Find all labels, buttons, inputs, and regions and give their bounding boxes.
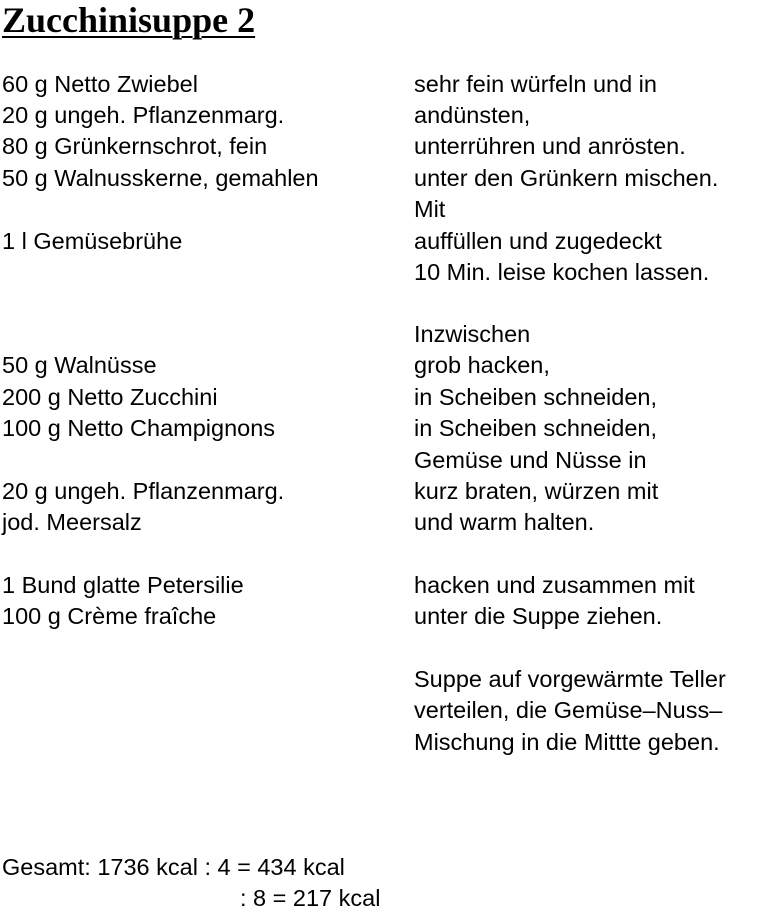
recipe-title: Zucchinisuppe 2	[2, 0, 256, 40]
ingredient-line: 50 g Walnusskerne, gemahlen	[2, 165, 319, 191]
ingredient-line: 1 l Gemüsebrühe	[2, 228, 183, 254]
instruction-line: Inzwischen	[414, 321, 531, 347]
instruction-line: in Scheiben schneiden,	[414, 384, 658, 410]
ingredient-line: 80 g Grünkernschrot, fein	[2, 133, 268, 159]
instruction-line: unter den Grünkern mischen.	[414, 165, 719, 191]
instruction-line: Suppe auf vorgewärmte Teller	[414, 666, 726, 692]
ingredient-line: 20 g ungeh. Pflanzenmarg.	[2, 102, 285, 128]
instruction-line: Mischung in die Mittte geben.	[414, 729, 720, 755]
instruction-line: verteilen, die Gemüse–Nuss–	[414, 697, 723, 723]
instruction-line: kurz braten, würzen mit	[414, 478, 659, 504]
instruction-line: hacken und zusammen mit	[414, 572, 695, 598]
ingredient-line: 100 g Netto Champignons	[2, 415, 276, 441]
ingredient-line: 60 g Netto Zwiebel	[2, 71, 198, 97]
total-kcal-line: Gesamt: 1736 kcal : 4 = 434 kcal	[2, 854, 345, 880]
instruction-line: unter die Suppe ziehen.	[414, 603, 663, 629]
instruction-line: 10 Min. leise kochen lassen.	[414, 259, 710, 285]
ingredient-line: 100 g Crème fraîche	[2, 603, 217, 629]
ingredient-line: 200 g Netto Zucchini	[2, 384, 218, 410]
ingredient-line: 50 g Walnüsse	[2, 352, 157, 378]
portion-kcal-line: : 8 = 217 kcal	[240, 885, 381, 911]
instruction-line: andünsten,	[414, 102, 531, 128]
instruction-line: Mit	[414, 196, 446, 222]
ingredient-line: 1 Bund glatte Petersilie	[2, 572, 244, 598]
ingredient-line: jod. Meersalz	[2, 509, 142, 535]
instruction-line: in Scheiben schneiden,	[414, 415, 658, 441]
instruction-line: auffüllen und zugedeckt	[414, 228, 662, 254]
instruction-line: grob hacken,	[414, 352, 550, 378]
instruction-line: und warm halten.	[414, 509, 595, 535]
instruction-line: sehr fein würfeln und in	[414, 71, 657, 97]
instruction-line: unterrühren und anrösten.	[414, 133, 686, 159]
instruction-line: Gemüse und Nüsse in	[414, 447, 647, 473]
ingredient-line: 20 g ungeh. Pflanzenmarg.	[2, 478, 285, 504]
